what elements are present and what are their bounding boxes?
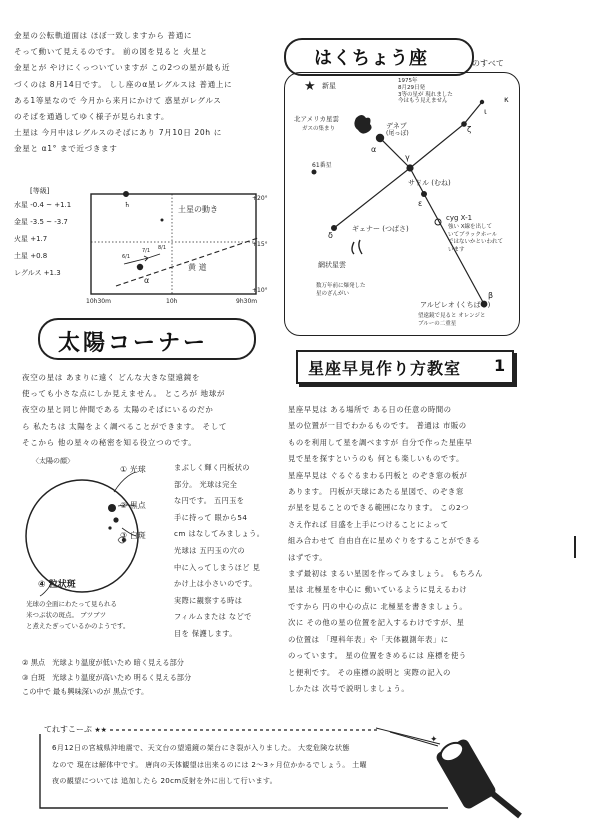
sparkle-icon: ✦ [430,735,438,745]
north-america-label [294,114,339,134]
text-line: と煮えたぎっているかのようです。 [26,622,130,630]
sun-intro-paragraph [22,370,272,451]
text-line: 光球は 五円玉の穴の [174,545,245,555]
text-line: 星座早見は ぐるぐるまわる円板と のぞき窓の板が [288,470,468,480]
star-letter: κ [504,95,509,104]
nova-label: 新星 [322,82,336,90]
star-letter: γ [405,153,410,162]
table-row [14,217,94,234]
date-mark: 8/1 [158,245,167,251]
text-line: のっています。 星の位置をきめるには 座標を使う [288,651,467,661]
text-line: いてブラックホール [448,231,498,238]
star-letter: ι [484,107,487,116]
nova-note [398,78,453,105]
nova-star-icon: ★ [304,79,316,94]
intro-paragraph [14,28,264,158]
workshop-paragraph [288,402,534,697]
network-nebula [352,240,362,254]
text-line: まず最初は まるい星図を作ってみましょう。 もちろん [288,569,484,579]
gienah-star [421,191,427,197]
text-line: 6月12日の宮城県沖地震で、天文台の望遠鏡の架台にき裂が入りました。 大変危険な状態 [52,743,350,752]
text-line: 3等の星が 現れました [398,91,453,98]
text-line: ではないかといわれて [448,239,504,245]
constellation-line [334,168,410,228]
text-line: 手に持って 眼から54 [174,512,248,522]
text-line: 部分。 光球は完全 [174,479,238,489]
text-line: 次に その他の星の位置を記入するわけですが、星 [288,618,465,628]
magnitude-table [14,186,94,285]
text-line: のそばを通過してゆく様子が見られます。 [14,112,170,122]
text-line: ものを利用して星を調べますが 自分で作った星座早 [288,437,473,447]
chart-frame [91,194,256,294]
y-tick-label: +15° [252,241,268,248]
table-row [14,268,94,285]
leader-line [114,472,136,492]
planet-magnitude: -0.4 ~ +1.1 [30,201,72,209]
sun-footnotes [22,656,272,700]
text-line: 見で星を探すというのも 何とも楽しいものです。 [288,454,464,464]
text-line: しかたは 次号で説明しましょう。 [288,683,410,693]
news-heading-text: てれすこーぷ [44,725,92,734]
planet-magnitude: -3.5 ~ -3.7 [30,218,68,226]
cluster-star [312,170,317,175]
text-line: な円です。 五円玉を [174,496,245,506]
deneb-star [376,134,384,142]
text-line: 目を 保護します。 [174,628,237,638]
text-line: 数万年前に爆発した [316,283,366,289]
text-line: 北アメリカ星雲 [294,115,340,123]
deneb-label [386,122,409,138]
star-letter: β [488,291,494,300]
date-mark: 7/1 [142,248,151,254]
text-line: 土星は 今月中はレグルスのそばにあり 7月10日 20h に [14,128,222,138]
text-line: と便利です。 その座標の説明と 実際の記入の [288,667,451,677]
text-line: ら 私たちは 太陽をよく調べることができます。 そして [22,421,228,431]
table-row [14,251,94,268]
text-line: 星の位置が一目でわかるものです。 普通は 市販の [288,421,467,431]
x-tick-label: 10h30m [86,298,111,305]
text-line: 強い X線を出して [448,224,493,230]
y-tick-label: +10° [252,287,268,294]
text-line: この中で 最も興味深いのが 黒点です。 [22,687,149,696]
albireo-label: アルビレオ (くちばし) [420,301,491,309]
margin-mark [574,536,576,558]
text-line: 星のざんがい [316,291,350,297]
constellation-line [464,102,482,124]
text-line: ② 黒点 光球より温度が低いため 暗く見える部分 [22,658,184,667]
text-line: が星を見ることのできる範囲になります。 この2つ [288,503,470,513]
text-line: なので 現在は解体中です。 唐向の天体観望は出来るのには 2～3ヶ月位かかるでしょう。 土曜 [52,759,367,769]
text-line: cm はなしてみましょう。 [174,529,265,539]
text-line: ブルーの二重星 [418,321,457,327]
text-line: 8月29日発 [398,84,425,91]
planet-magnitude: +0.8 [30,252,48,260]
text-line: さえ作れば 目盛を上手につけることによって [288,519,449,529]
workshop-number: 1 [494,356,506,375]
planet-point [161,219,164,222]
text-line: ある1等星なので 今月から来月にかけて 惑星がレグルス [14,95,222,105]
cygnus-title-banner [284,38,474,76]
network-nebula-label: 網状星雲 [318,261,346,269]
text-line: ガスの集まり [302,126,336,132]
x-tick-label: 10h [166,298,178,305]
text-line: 今はもう見えません [398,98,448,105]
text-line: 望遠鏡で見ると オレンジと [418,313,486,319]
text-line: 使っても小さな点にしか見えません。 ところが 地球が [22,389,226,399]
text-line: そって動いて見えるのです。 前の図を見ると 火星と [14,47,208,57]
text-line: 星座早見は ある場所で ある日の任意の時間の [288,405,452,414]
sadr-label: サドル (むね) [408,179,451,187]
x-tick-label: 9h30m [236,298,258,305]
text-line: 夜空の星は あまりに遠く どんな大きな望遠鏡を [22,373,201,382]
regulus-label: α [144,276,150,285]
star-letter: δ [328,231,333,240]
workshop-title-box [296,350,514,384]
telescope-news-body [52,740,452,790]
planet-magnitude: +1.3 [43,269,61,277]
ecliptic-line [116,238,258,286]
table-header: [等級] [30,187,50,195]
text-line: 米つぶ状の斑点。 ブツブツ [26,611,107,619]
saturn-marker [123,191,129,197]
text-line: まぶしく輝く円板状の [174,463,250,472]
north-america-nebula [354,115,371,134]
text-line: はずです。 [288,552,328,562]
photosphere-description [174,460,274,643]
text-line: います [448,246,465,253]
text-line: かけ上は小さいのです。 [174,579,257,589]
regulus-marker [137,264,143,270]
text-line: ③ 白斑 光球より温度が高いため 明るく見える部分 [22,672,192,682]
planet-name: レグルス [14,269,42,277]
planet-name: 水星 [14,201,28,209]
news-heading-stars: ★★ [94,726,107,734]
cluster-label: 61番星 [312,162,332,169]
text-line: 星は 北極星を中心に 動いているように見えるわけ [288,585,468,595]
plage-label: ③ 白斑 [120,531,146,540]
planet-magnitude: +1.7 [30,235,48,243]
text-line: 組み合わせて 自由自在に星めぐりをすることができる [288,536,481,546]
text-line: フィルムまたは などで [174,612,252,622]
constellation-line [410,124,464,168]
star-marker [480,100,484,104]
granulation-note [26,599,146,632]
gienah-label: ギェナー (つばさ) [352,225,409,233]
table-row [14,234,94,251]
sunspot-label: ② 黒点 [120,501,146,510]
albireo-note [418,312,485,328]
star-letter: α [371,145,377,154]
star-marker [461,121,467,127]
text-line: 光球の全面にわたって見られる [26,600,117,608]
text-line: の位置は 「理科年表」や「天体観測年表」に [288,634,449,644]
star-letter: ζ [467,125,472,134]
text-line: 実際に観察する時は [174,595,243,605]
network-nebula-note [316,282,366,298]
text-line: 金星と α1° まで近づきます [14,144,118,154]
sun-corner-title: 太陽コーナー [58,331,209,356]
table-row [14,200,94,217]
text-line: づくのは 8月14日です。 しし座のα星レグルスは 普通上に [14,79,233,89]
planet-name: 土星 [14,252,28,260]
text-line: 金星の公転軌道面は ほぼ一致しますから 普通に [14,31,193,40]
cygnus-title-suffix: のすべて [472,59,504,68]
y-tick-label: +20° [252,195,268,202]
text-line: 夜空の星と同じ仲間である 太陽のそばにいるのだか [22,405,214,415]
granulation-label: ④ 粒状斑 [38,580,76,590]
text-line: ですから 円の中心の点に 北極星を書きましょう。 [288,601,468,611]
text-line: (尾っぽ) [386,130,409,137]
sun-diagram-title: 〈太陽の顔〉 [32,457,74,465]
text-line: 1975年 [398,78,418,84]
text-line: 夜の観望については 追加したら 20cm反射を外に出して行います。 [52,776,278,785]
planet-name: 金星 [14,218,28,226]
date-mark: 6/1 [122,254,131,260]
planet-motion-chart [86,186,266,306]
cyg-x1-label: cyg X-1 [446,214,473,222]
workshop-title: 星座早見作り方教室 [308,359,462,378]
sun-corner-banner [38,318,256,360]
ecliptic-label: 黄 道 [188,263,207,272]
saturn-symbol: ♄ [124,201,131,209]
photosphere-label: ① 光球 [120,465,146,474]
text-line: デネブ [386,122,407,130]
saturn-motion-label: 土星の動き [178,205,218,214]
text-line: 金星とが やけにくっついていますが この2つの星が最も近 [14,63,231,73]
text-line: 中に入ってしまうほど 見 [174,562,261,572]
cyg-x1-note [448,224,503,254]
text-line: そこから 他の星々の秘密を知る役立つのです。 [22,437,197,447]
cygnus-title: はくちょう座 [314,48,428,69]
text-line: あります。 円板が天球にあたる星図で、のぞき窓 [288,487,464,497]
sadr-star [406,164,413,171]
star-letter: ε [418,199,423,208]
planet-name: 火星 [14,235,28,243]
